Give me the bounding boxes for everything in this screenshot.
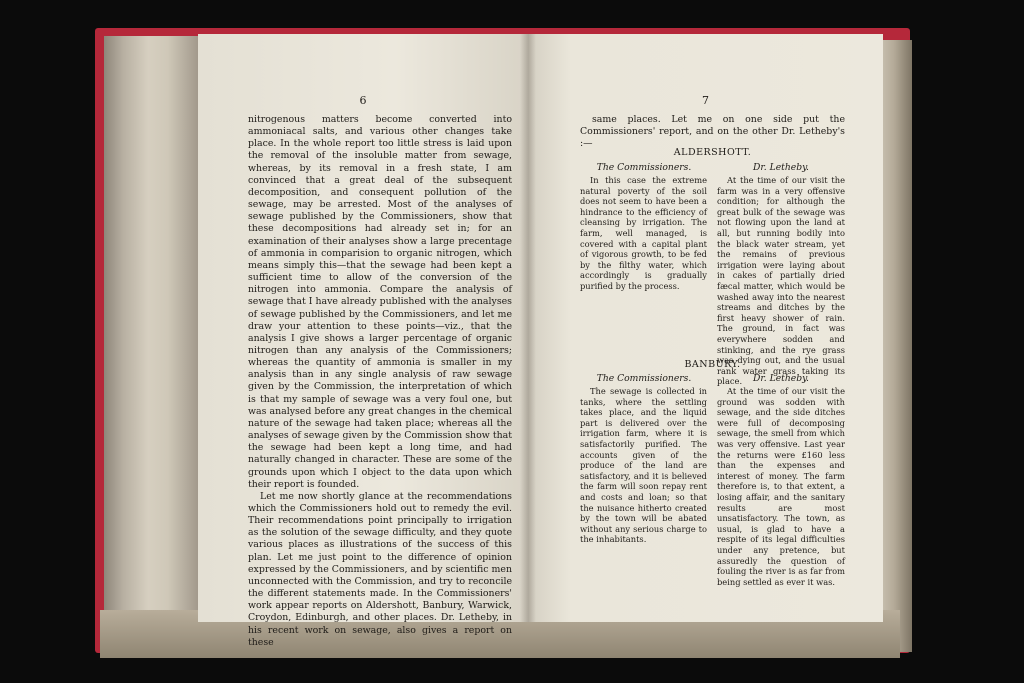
column-title: The Commissioners.: [596, 162, 692, 173]
page-number: 7: [702, 94, 709, 107]
column-title: Dr. Letheby.: [753, 162, 809, 173]
book-gutter: [520, 34, 536, 622]
paragraph: At the time of our visit the farm was in a very offensive condition; for although the great bulk of the sewage was not flowing upon the land at all, but running bodily into the black water stream, yet the remains of previous irrigation were laying about in cakes of partially dried fæcal matter, which would be washed away into the nearest streams and ditches by the first heavy shower of rain. The ground, in fact was everywhere sodden and stinking, and the rye grass was dying out, and the usual rank water grass taking its place.: [717, 175, 845, 387]
column-text: [717, 386, 845, 587]
paragraph: Let me now shortly glance at the recommendations which the Commissioners hold out to remedy the evil. Their recommendations point principally to irrigation as the solution of the sewage difficulty, and they quote various places as illustrations of the success of this plan. Let me just point to the difference of opinion expressed by the Commissioners, and by scientific men unconnected with the Commission, and try to reconcile the different statements made. In the Commissioners' work appear reports on Aldershott, Banbury, Warwick, Croydon, Edinburgh, and other places. Dr. Letheby, in his recent work on sewage, also gives a report on these: [248, 490, 512, 648]
paragraph: In this case the extreme natural poverty of the soil does not seem to have been a hindrance to the efficiency of cleansing by irrigation. The farm, well managed, is covered with a capital plant of vigorous growth, to be fed by the filthy water, which accordingly is gradually purified by the process.: [580, 175, 707, 291]
column-title: The Commissioners.: [596, 373, 692, 384]
left-page: [198, 34, 528, 648]
section-heading: BANBURY.: [684, 359, 741, 370]
section-heading: ALDERSHOTT.: [673, 147, 752, 158]
column-text: [580, 175, 707, 292]
page-number: 6: [359, 94, 367, 107]
right-page: [528, 34, 883, 622]
column-text: [717, 175, 845, 387]
paragraph: same places. Let me on one side put the Commissioners' report, and on the other Dr. Letheby's :—: [580, 114, 845, 150]
paragraph: nitrogenous matters become converted into ammoniacal salts, and various other changes take place. In the whole report too little stress is laid upon the removal of the insoluble matter from sewage, whereas, by its removal in a fresh state, I am convinced that a great deal of the subsequent decomposition, and consequent pollution of the sewage, may be arrested. Most of the analyses of sewage published by the Commissioners, show that these decompositions had already set in; for an examination of their analyses show a large precentage of ammonia in comparision to organic nitrogen, which means simply this—that the sewage had been kept a sufficient time to allow of the conversion of the nitrogen into ammonia. Compare the analysis of sewage that I have already published with the analyses of sewage published by the Commissioners, and let me draw your attention to these points—viz., that the analysis I give shows a larger percentage of organic nitrogen than any analysis of the Commissioners; whereas the quantity of ammonia is smaller in my analysis than in any single analysis of raw sewage given by the Commission, the interpretation of which is that my sample of sewage was a very foul one, but was analysed before any great changes in the chemical nature of the sewage had taken place; whereas all the analyses of sewage given by the Commission show that the sewage had been kept a long time, and had naturally changed in character. These are some of the grounds upon which I object to the data upon which their report is founded.: [248, 114, 512, 490]
paragraph: At the time of our visit the ground was sodden with sewage, and the side ditches were full of decomposing sewage, the smell from which was very offensive. Last year the returns were £160 less than the expenses and interest of money. The farm therefore is, to that extent, a losing affair, and the sanitary results are most unsatisfactory. The town, as usual, is glad to have a respite of its legal difficulties under any pretence, but assuredly the question of fouling the river is as far from being settled as ever it was.: [717, 386, 845, 587]
column-title: Dr. Letheby.: [753, 373, 809, 384]
left-page-body: [248, 114, 512, 649]
right-page-intro: [580, 114, 845, 150]
page-edges-left: [104, 36, 202, 648]
paragraph: The sewage is collected in tanks, where the settling takes place, and the liquid part is delivered over the irrigation farm, where it is satisfactorily purified. The accounts given of the produce of the land are satisfactory, and it is believed the farm will soon repay rent and costs and loan; so that the nuisance hitherto created by the town will be abated without any serious charge to the inhabitants.: [580, 386, 707, 545]
column-text: [580, 386, 707, 545]
